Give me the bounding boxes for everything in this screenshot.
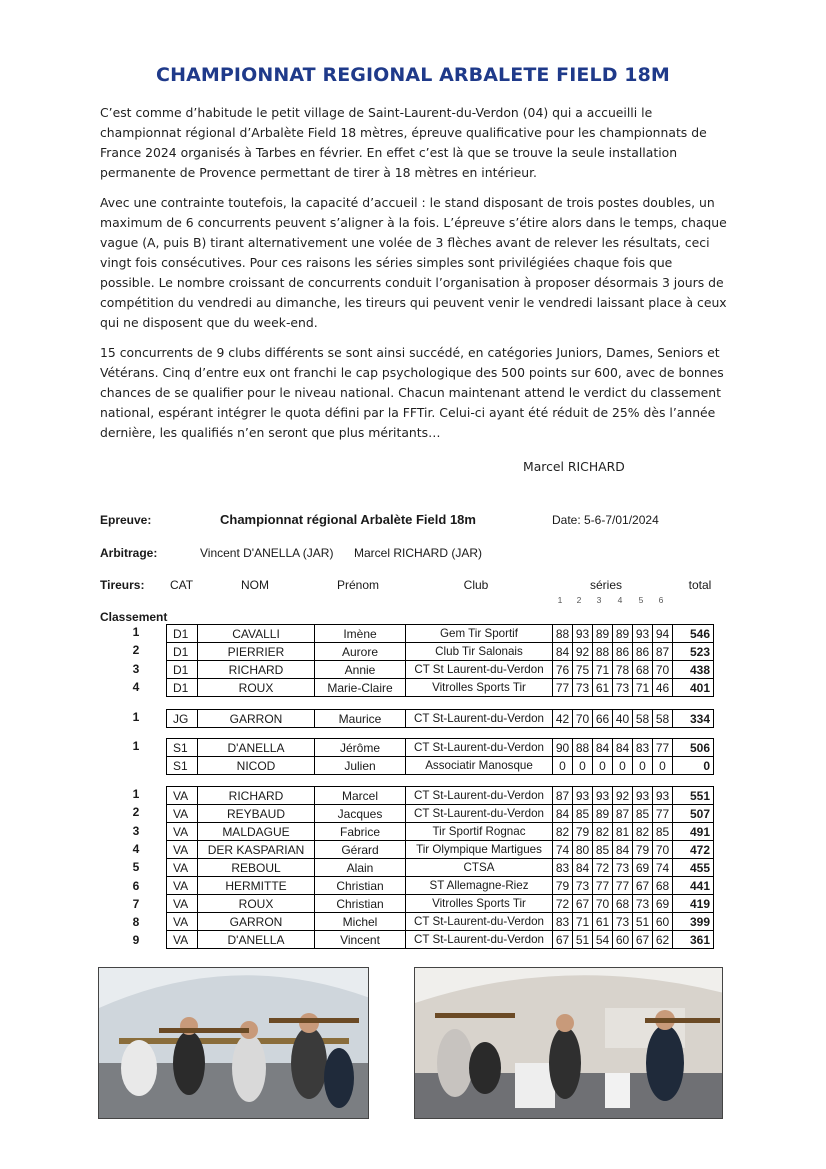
total-score-cell: 441 bbox=[673, 877, 714, 895]
epreuve-name: Championnat régional Arbalète Field 18m bbox=[220, 512, 476, 527]
serie-score-cell: 70 bbox=[653, 841, 673, 859]
total-score-cell: 334 bbox=[673, 710, 714, 728]
page-title: CHAMPIONNAT REGIONAL ARBALETE FIELD 18M bbox=[156, 64, 670, 86]
serie-score-cell: 84 bbox=[553, 643, 573, 661]
article-body bbox=[100, 103, 730, 453]
serie-score-cell: 73 bbox=[573, 877, 593, 895]
serie-score-cell: 83 bbox=[553, 913, 573, 931]
serie-score-cell: 84 bbox=[593, 739, 613, 757]
table-row bbox=[167, 757, 714, 775]
serie-score-cell: 93 bbox=[573, 625, 593, 643]
serie-score-cell: 77 bbox=[553, 679, 573, 697]
nom-cell: REYBAUD bbox=[198, 805, 315, 823]
total-score-cell: 523 bbox=[673, 643, 714, 661]
table-row bbox=[167, 859, 714, 877]
club-cell: CT St-Laurent-du-Verdon bbox=[406, 805, 553, 823]
col-club-header: Club bbox=[463, 578, 489, 592]
serie-score-cell: 92 bbox=[613, 787, 633, 805]
serie-score-cell: 89 bbox=[613, 625, 633, 643]
serie-number: 2 bbox=[576, 595, 582, 605]
serie-number: 6 bbox=[658, 595, 664, 605]
serie-score-cell: 93 bbox=[653, 787, 673, 805]
results-table-group bbox=[166, 786, 714, 949]
nom-cell: MALDAGUE bbox=[198, 823, 315, 841]
results-table-group bbox=[166, 624, 714, 697]
serie-score-cell: 87 bbox=[613, 805, 633, 823]
serie-score-cell: 0 bbox=[553, 757, 573, 775]
table-row bbox=[167, 787, 714, 805]
col-series-header: séries bbox=[589, 578, 622, 592]
nom-cell: RICHARD bbox=[198, 787, 315, 805]
serie-score-cell: 85 bbox=[653, 823, 673, 841]
serie-number: 1 bbox=[557, 595, 563, 605]
category-cell: D1 bbox=[167, 643, 198, 661]
rank-number: 2 bbox=[132, 805, 140, 820]
serie-score-cell: 89 bbox=[593, 625, 613, 643]
serie-score-cell: 88 bbox=[553, 625, 573, 643]
nom-cell: REBOUL bbox=[198, 859, 315, 877]
nom-cell: DER KASPARIAN bbox=[198, 841, 315, 859]
serie-score-cell: 84 bbox=[553, 805, 573, 823]
serie-score-cell: 61 bbox=[593, 679, 613, 697]
nom-cell: ROUX bbox=[198, 679, 315, 697]
prenom-cell: Michel bbox=[315, 913, 406, 931]
serie-score-cell: 77 bbox=[593, 877, 613, 895]
serie-number: 3 bbox=[596, 595, 602, 605]
serie-score-cell: 93 bbox=[593, 787, 613, 805]
serie-score-cell: 42 bbox=[553, 710, 573, 728]
serie-score-cell: 71 bbox=[573, 913, 593, 931]
classement-label: Classement bbox=[100, 610, 168, 624]
col-cat-header: CAT bbox=[169, 578, 194, 592]
category-cell: VA bbox=[167, 931, 198, 949]
prenom-cell: Jérôme bbox=[315, 739, 406, 757]
category-cell: VA bbox=[167, 913, 198, 931]
total-score-cell: 419 bbox=[673, 895, 714, 913]
rank-number: 8 bbox=[132, 915, 140, 930]
serie-score-cell: 82 bbox=[593, 823, 613, 841]
prenom-cell: Christian bbox=[315, 877, 406, 895]
serie-score-cell: 73 bbox=[613, 859, 633, 877]
prenom-cell: Imène bbox=[315, 625, 406, 643]
category-cell: D1 bbox=[167, 661, 198, 679]
nom-cell: GARRON bbox=[198, 710, 315, 728]
rank-number: 1 bbox=[132, 739, 140, 753]
nom-cell: PIERRIER bbox=[198, 643, 315, 661]
serie-score-cell: 77 bbox=[653, 805, 673, 823]
nom-cell: RICHARD bbox=[198, 661, 315, 679]
serie-score-cell: 67 bbox=[553, 931, 573, 949]
prenom-cell: Aurore bbox=[315, 643, 406, 661]
serie-score-cell: 76 bbox=[553, 661, 573, 679]
total-score-cell: 438 bbox=[673, 661, 714, 679]
total-score-cell: 506 bbox=[673, 739, 714, 757]
category-cell: VA bbox=[167, 787, 198, 805]
prenom-cell: Christian bbox=[315, 895, 406, 913]
serie-score-cell: 79 bbox=[553, 877, 573, 895]
serie-score-cell: 69 bbox=[633, 859, 653, 877]
serie-score-cell: 94 bbox=[653, 625, 673, 643]
serie-score-cell: 51 bbox=[573, 931, 593, 949]
total-score-cell: 551 bbox=[673, 787, 714, 805]
serie-score-cell: 83 bbox=[633, 739, 653, 757]
serie-score-cell: 74 bbox=[653, 859, 673, 877]
serie-score-cell: 60 bbox=[613, 931, 633, 949]
total-score-cell: 361 bbox=[673, 931, 714, 949]
table-row bbox=[167, 841, 714, 859]
nom-cell: D'ANELLA bbox=[198, 931, 315, 949]
rank-number: 1 bbox=[132, 710, 140, 724]
serie-score-cell: 72 bbox=[593, 859, 613, 877]
serie-score-cell: 87 bbox=[653, 643, 673, 661]
club-cell: ST Allemagne-Riez bbox=[406, 877, 553, 895]
prenom-cell: Fabrice bbox=[315, 823, 406, 841]
serie-score-cell: 79 bbox=[573, 823, 593, 841]
serie-score-cell: 0 bbox=[633, 757, 653, 775]
prenom-cell: Alain bbox=[315, 859, 406, 877]
category-cell: VA bbox=[167, 823, 198, 841]
arbitre-1: Vincent D'ANELLA (JAR) bbox=[200, 546, 334, 560]
prenom-cell: Vincent bbox=[315, 931, 406, 949]
category-cell: D1 bbox=[167, 679, 198, 697]
serie-score-cell: 73 bbox=[573, 679, 593, 697]
table-row bbox=[167, 679, 714, 697]
rank-number: 5 bbox=[132, 860, 140, 875]
table-row bbox=[167, 661, 714, 679]
table-row bbox=[167, 913, 714, 931]
serie-score-cell: 93 bbox=[633, 787, 653, 805]
serie-score-cell: 82 bbox=[553, 823, 573, 841]
serie-number: 5 bbox=[638, 595, 644, 605]
category-cell: VA bbox=[167, 895, 198, 913]
results-table-group bbox=[166, 709, 714, 728]
serie-score-cell: 70 bbox=[653, 661, 673, 679]
category-cell: VA bbox=[167, 841, 198, 859]
rank-number: 1 bbox=[132, 787, 140, 801]
rank-number: 7 bbox=[132, 896, 140, 911]
category-cell: D1 bbox=[167, 625, 198, 643]
serie-score-cell: 85 bbox=[593, 841, 613, 859]
nom-cell: CAVALLI bbox=[198, 625, 315, 643]
total-score-cell: 546 bbox=[673, 625, 714, 643]
arbitrage-label: Arbitrage: bbox=[100, 546, 158, 560]
table-row bbox=[167, 895, 714, 913]
serie-score-cell: 46 bbox=[653, 679, 673, 697]
serie-score-cell: 80 bbox=[573, 841, 593, 859]
serie-score-cell: 62 bbox=[653, 931, 673, 949]
serie-score-cell: 70 bbox=[573, 710, 593, 728]
serie-score-cell: 79 bbox=[633, 841, 653, 859]
category-cell: S1 bbox=[167, 739, 198, 757]
serie-score-cell: 71 bbox=[633, 679, 653, 697]
club-cell: CT St-Laurent-du-Verdon bbox=[406, 710, 553, 728]
table-row bbox=[167, 625, 714, 643]
rank-number: 2 bbox=[132, 643, 140, 658]
serie-score-cell: 72 bbox=[553, 895, 573, 913]
serie-score-cell: 66 bbox=[593, 710, 613, 728]
club-cell: Tir Sportif Rognac bbox=[406, 823, 553, 841]
serie-score-cell: 0 bbox=[573, 757, 593, 775]
table-row bbox=[167, 823, 714, 841]
serie-score-cell: 68 bbox=[613, 895, 633, 913]
rank-number: 4 bbox=[132, 841, 140, 856]
club-cell: Vitrolles Sports Tir bbox=[406, 895, 553, 913]
serie-score-cell: 0 bbox=[653, 757, 673, 775]
nom-cell: NICOD bbox=[198, 757, 315, 775]
serie-score-cell: 40 bbox=[613, 710, 633, 728]
total-score-cell: 472 bbox=[673, 841, 714, 859]
category-cell: JG bbox=[167, 710, 198, 728]
total-score-cell: 401 bbox=[673, 679, 714, 697]
serie-score-cell: 70 bbox=[593, 895, 613, 913]
paragraph-3: 15 concurrents de 9 clubs différents se sont ainsi succédé, en catégories Juniors, Dames, Seniors et Vétérans. Cinq d’entre eux ont franchi le cap psychologique des 500 points sur 600, avec de bonnes chances de se qualifier pour le niveau national. Chacun maintenant attend le verdict du classement national, espérant intégrer le quota défini par la FFTir. Celui-ci ayant été réduit de 25% dès l’année dernière, les qualifiés n’en seront que plus méritants… bbox=[100, 345, 724, 440]
results-table-group bbox=[166, 738, 714, 775]
category-cell: VA bbox=[167, 805, 198, 823]
rank-number: 9 bbox=[132, 933, 140, 948]
serie-score-cell: 83 bbox=[553, 859, 573, 877]
club-cell: CTSA bbox=[406, 859, 553, 877]
nom-cell: ROUX bbox=[198, 895, 315, 913]
serie-score-cell: 81 bbox=[613, 823, 633, 841]
serie-score-cell: 0 bbox=[593, 757, 613, 775]
paragraph-2: Avec une contrainte toutefois, la capacité d’accueil : le stand disposant de trois postes doubles, un maximum de 6 concurrents peuvent s’aligner à la fois. L’épreuve s’étire alors dans le temps, chaque vague (A, puis B) tirant alternativement une volée de 3 flèches avant de relever les résultats, ceci vingt fois consécutives. Pour ces raisons les séries simples sont privilégiées chaque fois que possible. Le nombre croissant de concurrents conduit l’organisation à proposer désormais 3 jours de compétition du vendredi au dimanche, les tireurs qui peuvent venir le vendredi laissant place à ceux qui ne disposent que du week-end. bbox=[100, 195, 727, 330]
serie-score-cell: 77 bbox=[613, 877, 633, 895]
tireurs-label: Tireurs: bbox=[100, 578, 145, 592]
serie-number: 4 bbox=[617, 595, 623, 605]
club-cell: Associatir Manosque bbox=[406, 757, 553, 775]
table-row bbox=[167, 931, 714, 949]
serie-score-cell: 58 bbox=[633, 710, 653, 728]
table-row bbox=[167, 710, 714, 728]
photo-shooters-right bbox=[414, 967, 723, 1119]
serie-score-cell: 92 bbox=[573, 643, 593, 661]
serie-score-cell: 84 bbox=[613, 841, 633, 859]
event-date: Date: 5-6-7/01/2024 bbox=[552, 513, 659, 527]
serie-score-cell: 93 bbox=[573, 787, 593, 805]
prenom-cell: Maurice bbox=[315, 710, 406, 728]
paragraph-1: C’est comme d’habitude le petit village de Saint-Laurent-du-Verdon (04) qui a accueilli le championnat régional d’Arbalète Field 18 mètres, épreuve qualificative pour les championnats de France 2024 organisés à Tarbes en février. En effet c’est là que se trouve la seule installation permanente de Provence permettant de tirer à 18 mètres en intérieur. bbox=[100, 105, 707, 180]
table-row bbox=[167, 805, 714, 823]
rank-number: 3 bbox=[132, 661, 140, 676]
serie-score-cell: 69 bbox=[653, 895, 673, 913]
serie-score-cell: 75 bbox=[573, 661, 593, 679]
col-nom-header: NOM bbox=[241, 578, 269, 592]
serie-score-cell: 61 bbox=[593, 913, 613, 931]
club-cell: CT St-Laurent-du-Verdon bbox=[406, 913, 553, 931]
serie-score-cell: 90 bbox=[553, 739, 573, 757]
prenom-cell: Annie bbox=[315, 661, 406, 679]
serie-score-cell: 93 bbox=[633, 625, 653, 643]
serie-score-cell: 84 bbox=[573, 859, 593, 877]
serie-score-cell: 67 bbox=[633, 931, 653, 949]
serie-score-cell: 73 bbox=[613, 913, 633, 931]
serie-score-cell: 86 bbox=[633, 643, 653, 661]
col-total-header: total bbox=[688, 578, 712, 592]
nom-cell: HERMITTE bbox=[198, 877, 315, 895]
author-signature: Marcel RICHARD bbox=[523, 459, 625, 474]
serie-score-cell: 85 bbox=[633, 805, 653, 823]
serie-score-cell: 0 bbox=[613, 757, 633, 775]
category-cell: VA bbox=[167, 859, 198, 877]
col-prenom-header: Prénom bbox=[336, 578, 380, 592]
prenom-cell: Jacques bbox=[315, 805, 406, 823]
serie-score-cell: 68 bbox=[653, 877, 673, 895]
serie-score-cell: 82 bbox=[633, 823, 653, 841]
club-cell: CT St Laurent-du-Verdon bbox=[406, 661, 553, 679]
rank-number: 1 bbox=[132, 625, 140, 639]
rank-number: 6 bbox=[132, 878, 140, 893]
serie-score-cell: 84 bbox=[613, 739, 633, 757]
total-score-cell: 399 bbox=[673, 913, 714, 931]
serie-score-cell: 71 bbox=[593, 661, 613, 679]
serie-score-cell: 58 bbox=[653, 710, 673, 728]
serie-score-cell: 51 bbox=[633, 913, 653, 931]
serie-score-cell: 85 bbox=[573, 805, 593, 823]
serie-score-cell: 67 bbox=[573, 895, 593, 913]
serie-score-cell: 54 bbox=[593, 931, 613, 949]
prenom-cell: Julien bbox=[315, 757, 406, 775]
club-cell: Vitrolles Sports Tir bbox=[406, 679, 553, 697]
epreuve-label: Epreuve: bbox=[100, 513, 152, 527]
serie-score-cell: 68 bbox=[633, 661, 653, 679]
table-row bbox=[167, 643, 714, 661]
serie-score-cell: 86 bbox=[613, 643, 633, 661]
table-row bbox=[167, 739, 714, 757]
rank-number: 3 bbox=[132, 823, 140, 838]
prenom-cell: Marie-Claire bbox=[315, 679, 406, 697]
total-score-cell: 0 bbox=[673, 757, 714, 775]
prenom-cell: Gérard bbox=[315, 841, 406, 859]
serie-score-cell: 73 bbox=[613, 679, 633, 697]
club-cell: CT St-Laurent-du-Verdon bbox=[406, 787, 553, 805]
serie-score-cell: 78 bbox=[613, 661, 633, 679]
total-score-cell: 507 bbox=[673, 805, 714, 823]
table-row bbox=[167, 877, 714, 895]
serie-score-cell: 87 bbox=[553, 787, 573, 805]
serie-score-cell: 67 bbox=[633, 877, 653, 895]
serie-score-cell: 77 bbox=[653, 739, 673, 757]
club-cell: CT St-Laurent-du-Verdon bbox=[406, 931, 553, 949]
serie-score-cell: 89 bbox=[593, 805, 613, 823]
total-score-cell: 455 bbox=[673, 859, 714, 877]
total-score-cell: 491 bbox=[673, 823, 714, 841]
serie-score-cell: 73 bbox=[633, 895, 653, 913]
category-cell: VA bbox=[167, 877, 198, 895]
nom-cell: GARRON bbox=[198, 913, 315, 931]
serie-score-cell: 74 bbox=[553, 841, 573, 859]
nom-cell: D'ANELLA bbox=[198, 739, 315, 757]
club-cell: Club Tir Salonais bbox=[406, 643, 553, 661]
category-cell: S1 bbox=[167, 757, 198, 775]
serie-score-cell: 88 bbox=[573, 739, 593, 757]
club-cell: Gem Tir Sportif bbox=[406, 625, 553, 643]
serie-score-cell: 60 bbox=[653, 913, 673, 931]
arbitre-2: Marcel RICHARD (JAR) bbox=[354, 546, 483, 560]
rank-number: 4 bbox=[132, 679, 140, 694]
prenom-cell: Marcel bbox=[315, 787, 406, 805]
photo-shooters-left bbox=[98, 967, 369, 1119]
serie-score-cell: 88 bbox=[593, 643, 613, 661]
club-cell: CT St-Laurent-du-Verdon bbox=[406, 739, 553, 757]
club-cell: Tir Olympique Martigues bbox=[406, 841, 553, 859]
